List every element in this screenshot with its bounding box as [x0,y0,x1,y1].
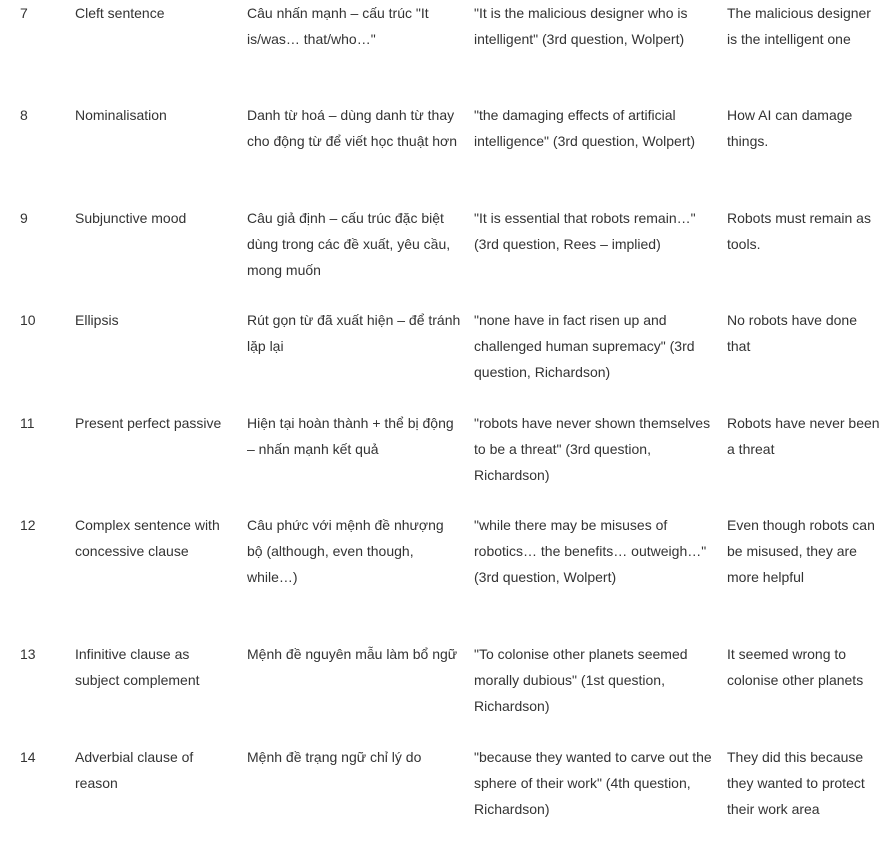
vietnamese-explanation: Câu nhấn mạnh – cấu trúc "It is/was… that/who…" [247,5,429,47]
vietnamese-explanation: Câu giả định – cấu trúc đặc biệt dùng trong các đề xuất, yêu cầu, mong muốn [247,210,451,278]
structure-name: Nominalisation [75,107,167,123]
example-quote: "none have in fact risen up and challenged human supremacy" (3rd question, Richardson) [474,312,695,380]
vietnamese-explanation: Mệnh đề nguyên mẫu làm bổ ngữ [247,646,458,662]
paraphrase: The malicious designer is the intelligent one [727,5,871,47]
structure-name: Infinitive clause as subject complement [75,646,200,688]
table-row [0,410,893,512]
vietnamese-explanation: Danh từ hoá – dùng danh từ thay cho động từ để viết học thuật hơn [247,107,458,149]
vietnamese-explanation: Rút gọn từ đã xuất hiện – để tránh lặp lại [247,312,461,354]
paraphrase: No robots have done that [727,312,857,354]
vietnamese-explanation: Mệnh đề trạng ngữ chỉ lý do [247,749,422,765]
structure-name: Ellipsis [75,312,119,328]
structure-name: Present perfect passive [75,415,222,431]
row-number: 12 [20,517,36,533]
table-row [0,102,893,205]
structure-name: Complex sentence with concessive clause [75,517,220,559]
paraphrase: How AI can damage things. [727,107,853,149]
row-number: 11 [20,415,35,431]
table-row [0,512,893,641]
example-quote: "It is the malicious designer who is intelligent" (3rd question, Wolpert) [474,5,688,47]
paraphrase: Robots must remain as tools. [727,210,871,252]
structure-name: Cleft sentence [75,5,165,21]
row-number: 9 [20,210,28,226]
table-row [0,744,893,854]
example-quote: "the damaging effects of artificial intelligence" (3rd question, Wolpert) [474,107,696,149]
row-number: 13 [20,646,36,662]
example-quote: "because they wanted to carve out the sphere of their work" (4th question, Richardson) [474,749,712,817]
paraphrase: They did this because they wanted to protect their work area [727,749,865,817]
row-number: 7 [20,5,28,21]
row-number: 14 [20,749,36,765]
example-quote: "It is essential that robots remain…" (3rd question, Rees – implied) [474,210,696,252]
structure-name: Subjunctive mood [75,210,187,226]
vietnamese-explanation: Hiện tại hoàn thành + thể bị động – nhấn mạnh kết quả [247,415,454,457]
paraphrase: Robots have never been a threat [727,415,880,457]
example-quote: "robots have never shown themselves to be a threat" (3rd question, Richardson) [474,415,711,483]
table-row [0,307,893,410]
table-row [0,205,893,307]
row-number: 10 [20,312,36,328]
example-quote: "To colonise other planets seemed morally dubious" (1st question, Richardson) [474,646,688,714]
row-number: 8 [20,107,28,123]
example-quote: "while there may be misuses of robotics… the benefits… outweigh…" (3rd question, Wolpert) [474,517,707,585]
paraphrase: Even though robots can be misused, they are more helpful [727,517,875,585]
structure-name: Adverbial clause of reason [75,749,194,791]
paraphrase: It seemed wrong to colonise other planets [727,646,864,688]
table-row [0,0,893,102]
vietnamese-explanation: Câu phức với mệnh đề nhượng bộ (although, even though, while…) [247,517,444,585]
table-row [0,641,893,744]
